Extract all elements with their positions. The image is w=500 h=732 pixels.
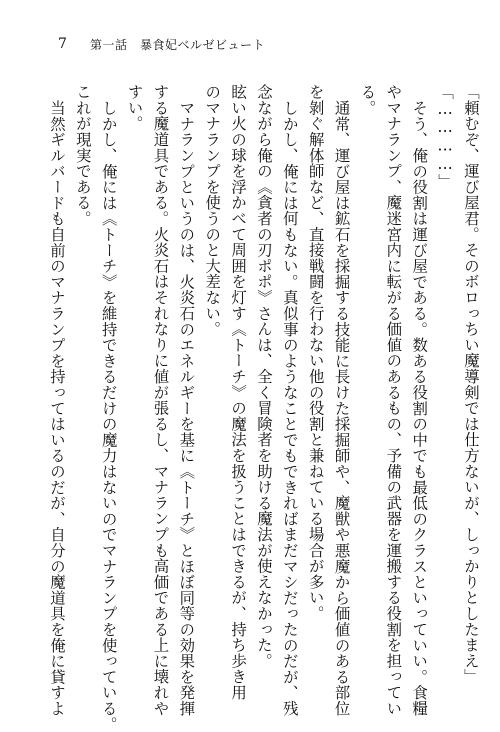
- text-line: これが現実である。: [73, 84, 92, 227]
- text-line: 当然ギルバードも自前のマナランプを持ってはいるのだが、自分の魔道具を俺に貸すよ: [48, 100, 66, 717]
- text-line: る。: [358, 84, 377, 116]
- chapter-title: 第一話 暴食妃ベルゼビュート: [90, 37, 266, 52]
- page-number: 7: [58, 36, 68, 52]
- text-line: やマナランプ、魔迷宮内に転がる価値のあるもの、予備の武器を運搬する役割を担ってい: [384, 84, 403, 716]
- text-line: を剝ぐ解体師など、直接戦闘を行わない他の役割と兼ねている場合が多い。: [306, 84, 325, 622]
- text-line: 「頼むぞ、運び屋君。そのボロっちい魔導剣では仕方ないが、しっかりとしたまえ」: [462, 84, 480, 685]
- text-line: そう、俺の役割は運び屋である。数ある役割の中でも最低のクラスといっていい。食糧: [410, 100, 429, 717]
- vertical-body-text: [38, 84, 480, 732]
- text-line: しかし、俺には何もない。真似事のようなことでもできればまだマシだったのだが、残: [280, 100, 299, 717]
- text-line: しかし、俺には《トーチ》を維持できるだけの魔力はないのでマナランプを使っている。: [99, 100, 118, 732]
- text-line: 通常、運び屋は鉱石を採掘する技能に長けた採掘師や、魔獣や悪魔から価値のある部位: [332, 100, 351, 717]
- text-line: 「…………」: [436, 84, 455, 190]
- text-line: マナランプというのは、火炎石のエネルギーを基に《トーチ》とほぼ同等の効果を発揮: [177, 100, 196, 717]
- text-line: 眩い火の球を浮かべて周囲を灯す《トーチ》の魔法を扱うことはできるが、持ち歩き用: [229, 84, 248, 701]
- text-line: すい。: [125, 84, 144, 132]
- text-line: する魔道具である。火炎石はそれなりに値が張るし、マナランプも高価である上に壊れや: [151, 84, 170, 716]
- text-line: のマナランプを使うのと大差ない。: [203, 84, 222, 337]
- running-header: [58, 34, 265, 54]
- text-line: 念ながら俺の《貪者の刃ポポ》さんは、全く冒険者を助ける魔法が使えなかった。: [255, 84, 273, 669]
